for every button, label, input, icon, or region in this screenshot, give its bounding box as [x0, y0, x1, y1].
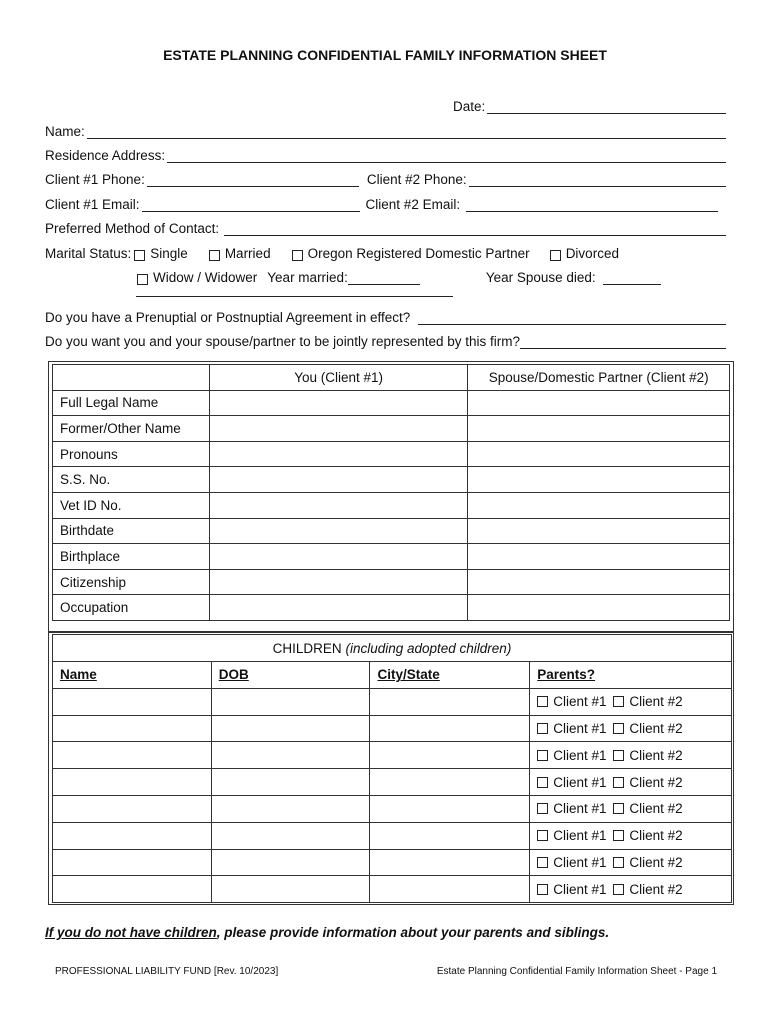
child-parents-cell: [530, 795, 732, 822]
table-row: [53, 595, 730, 621]
parent-client1-checkbox[interactable]: [537, 723, 548, 734]
client2-input[interactable]: [468, 390, 730, 416]
children-city-header: City/State: [370, 662, 530, 689]
child-dob-input[interactable]: [211, 822, 370, 849]
parent-client1-checkbox[interactable]: [537, 857, 548, 868]
married-label: Married: [224, 246, 271, 261]
parent-client2-label: Client #2: [629, 774, 683, 790]
footer-left: PROFESSIONAL LIABILITY FUND [Rev. 10/2023]: [55, 966, 279, 977]
child-parents-cell: [530, 822, 732, 849]
child-city-input[interactable]: [370, 849, 530, 876]
child-parents-cell: [530, 849, 732, 876]
no-children-note: [45, 925, 609, 940]
parent-client1-label: Client #1: [553, 774, 607, 790]
client2-input[interactable]: [468, 492, 730, 518]
child-parents-cell: [530, 769, 732, 796]
parent-client1-checkbox[interactable]: [537, 830, 548, 841]
parent-client1-checkbox[interactable]: [537, 777, 548, 788]
child-city-input[interactable]: [370, 715, 530, 742]
client2-column-header: Spouse/Domestic Partner (Client #2): [468, 365, 730, 391]
joint-label: Do you want you and your spouse/partner to be jointly represented by this firm?: [45, 334, 521, 349]
client2-input[interactable]: [468, 441, 730, 467]
child-row: [53, 715, 732, 742]
client2-email-label: Client #2 Email:: [365, 197, 461, 212]
child-dob-input[interactable]: [211, 715, 370, 742]
table-row: [53, 390, 730, 416]
parent-client1-checkbox[interactable]: [537, 696, 548, 707]
child-dob-input[interactable]: [211, 742, 370, 769]
children-dob-header: DOB: [211, 662, 370, 689]
child-city-input[interactable]: [370, 688, 530, 715]
parent-client2-checkbox[interactable]: [613, 884, 624, 895]
child-name-input[interactable]: [53, 876, 212, 903]
date-label: Date:: [453, 99, 486, 114]
parent-client1-checkbox[interactable]: [537, 803, 548, 814]
name-field[interactable]: [87, 124, 726, 139]
child-city-input[interactable]: [370, 876, 530, 903]
child-row: [53, 795, 732, 822]
client1-input[interactable]: [209, 441, 468, 467]
date-row: [45, 96, 726, 114]
child-row: [53, 822, 732, 849]
client2-email-field[interactable]: [466, 197, 718, 212]
row-label: Birthdate: [53, 518, 210, 544]
client2-input[interactable]: [468, 416, 730, 442]
parent-client1-label: Client #1: [553, 747, 607, 763]
client2-phone-field[interactable]: [469, 172, 726, 187]
client1-input[interactable]: [209, 518, 468, 544]
client1-phone-field[interactable]: [147, 172, 359, 187]
page-title: ESTATE PLANNING CONFIDENTIAL FAMILY INFORMATION SHEET: [163, 47, 607, 63]
row-label: Former/Other Name: [53, 416, 210, 442]
parent-client2-checkbox[interactable]: [613, 750, 624, 761]
joint-row: [45, 331, 726, 349]
children-name-header: Name: [53, 662, 212, 689]
client1-email-label: Client #1 Email:: [45, 197, 140, 212]
client1-input[interactable]: [209, 569, 468, 595]
parent-client1-checkbox[interactable]: [537, 884, 548, 895]
prenup-row: [45, 307, 726, 325]
client1-input[interactable]: [209, 595, 468, 621]
residence-row: [45, 145, 726, 163]
contact-label: Preferred Method of Contact:: [45, 221, 220, 236]
client1-email-field[interactable]: [142, 197, 360, 212]
row-label: S.S. No.: [53, 467, 210, 493]
marital-label: Marital Status:: [45, 246, 132, 261]
marital-extra-line[interactable]: [136, 296, 453, 297]
child-city-input[interactable]: [370, 822, 530, 849]
row-label: Pronouns: [53, 441, 210, 467]
contact-field[interactable]: [224, 221, 726, 236]
child-dob-input[interactable]: [211, 849, 370, 876]
client2-input[interactable]: [468, 518, 730, 544]
parent-client1-label: Client #1: [553, 720, 607, 736]
email-row: [45, 194, 726, 212]
client1-input[interactable]: [209, 544, 468, 570]
child-name-input[interactable]: [53, 688, 212, 715]
client-table-header: [53, 365, 730, 391]
table-row: [53, 441, 730, 467]
child-name-input[interactable]: [53, 769, 212, 796]
child-parents-cell: [530, 688, 732, 715]
client1-input[interactable]: [209, 467, 468, 493]
child-city-input[interactable]: [370, 795, 530, 822]
row-label: Occupation: [53, 595, 210, 621]
name-label: Name:: [45, 124, 85, 139]
table-row: [53, 416, 730, 442]
year-married-label: Year married:: [267, 270, 348, 285]
client2-input[interactable]: [468, 595, 730, 621]
parent-client2-label: Client #2: [629, 881, 683, 897]
children-parents-header: Parents?: [530, 662, 732, 689]
residence-field[interactable]: [167, 148, 726, 163]
widow-checkbox[interactable]: [137, 274, 148, 285]
child-row: [53, 876, 732, 903]
parent-client1-label: Client #1: [553, 801, 607, 817]
parent-client2-checkbox[interactable]: [613, 803, 624, 814]
year-spouse-died-label: Year Spouse died:: [485, 270, 596, 285]
child-city-input[interactable]: [370, 769, 530, 796]
children-heading-row: [53, 635, 732, 662]
client2-input[interactable]: [468, 467, 730, 493]
table-row: [53, 467, 730, 493]
domestic-partner-label: Oregon Registered Domestic Partner: [307, 246, 530, 261]
client-table: [52, 364, 730, 621]
client1-phone-label: Client #1 Phone:: [45, 172, 145, 187]
joint-field[interactable]: [520, 334, 726, 349]
row-label: Vet ID No.: [53, 492, 210, 518]
children-heading-note: (including adopted children): [345, 640, 512, 656]
child-row: [53, 769, 732, 796]
table-row: [53, 569, 730, 595]
children-rows: [53, 688, 732, 902]
parent-client1-checkbox[interactable]: [537, 750, 548, 761]
child-parents-cell: [530, 742, 732, 769]
client1-input[interactable]: [209, 492, 468, 518]
children-heading: [53, 635, 732, 662]
children-table: [52, 634, 732, 903]
client1-column-header: You (Client #1): [209, 365, 468, 391]
residence-label: Residence Address:: [45, 148, 166, 163]
client1-input[interactable]: [209, 416, 468, 442]
row-label: Citizenship: [53, 569, 210, 595]
parent-client2-checkbox[interactable]: [613, 723, 624, 734]
client2-input[interactable]: [468, 569, 730, 595]
year-married-field[interactable]: [348, 270, 420, 285]
client2-phone-label: Client #2 Phone:: [366, 172, 467, 187]
contact-row: [45, 218, 726, 236]
widow-row: [137, 267, 697, 285]
parent-client2-label: Client #2: [629, 694, 683, 710]
parent-client2-checkbox[interactable]: [613, 830, 624, 841]
parent-client2-checkbox[interactable]: [613, 696, 624, 707]
year-spouse-died-field[interactable]: [603, 270, 661, 285]
prenup-field[interactable]: [418, 310, 726, 325]
child-dob-input[interactable]: [211, 876, 370, 903]
parent-client2-label: Client #2: [629, 747, 683, 763]
child-name-input[interactable]: [53, 795, 212, 822]
prenup-label: Do you have a Prenuptial or Postnuptial Agreement in effect?: [45, 310, 411, 325]
table-row: [53, 492, 730, 518]
divorced-checkbox[interactable]: [550, 250, 561, 261]
row-label: Full Legal Name: [53, 390, 210, 416]
client1-input[interactable]: [209, 390, 468, 416]
no-children-note-rest: , please provide information about your parents and siblings.: [216, 925, 610, 940]
child-city-input[interactable]: [370, 742, 530, 769]
parent-client1-label: Client #1: [553, 828, 607, 844]
marital-row: [45, 243, 726, 261]
parent-client2-label: Client #2: [629, 828, 683, 844]
parent-client1-label: Client #1: [553, 854, 607, 870]
footer-right: Estate Planning Confidential Family Information Sheet - Page 1: [436, 966, 717, 977]
table-row: [53, 518, 730, 544]
parent-client2-checkbox[interactable]: [613, 777, 624, 788]
date-field[interactable]: [487, 99, 726, 114]
client-table-corner: [53, 365, 210, 391]
children-header-row: [53, 662, 732, 689]
child-dob-input[interactable]: [211, 688, 370, 715]
divorced-label: Divorced: [565, 246, 619, 261]
child-row: [53, 742, 732, 769]
single-checkbox[interactable]: [134, 250, 145, 261]
child-name-input[interactable]: [53, 822, 212, 849]
name-row: [45, 121, 726, 139]
phone-row: [45, 169, 726, 187]
single-label: Single: [150, 246, 188, 261]
widow-label: Widow / Widower: [153, 270, 258, 285]
child-dob-input[interactable]: [211, 795, 370, 822]
parent-client1-label: Client #1: [553, 881, 607, 897]
parent-client1-label: Client #1: [553, 694, 607, 710]
domestic-partner-checkbox[interactable]: [292, 250, 303, 261]
child-parents-cell: [530, 876, 732, 903]
parent-client2-label: Client #2: [629, 801, 683, 817]
row-label: Birthplace: [53, 544, 210, 570]
children-heading-text: CHILDREN: [272, 640, 342, 656]
child-row: [53, 688, 732, 715]
married-checkbox[interactable]: [209, 250, 220, 261]
child-parents-cell: [530, 715, 732, 742]
table-row: [53, 544, 730, 570]
child-row: [53, 849, 732, 876]
child-name-input[interactable]: [53, 715, 212, 742]
client2-input[interactable]: [468, 544, 730, 570]
no-children-note-underlined: If you do not have children: [45, 925, 217, 940]
parent-client2-checkbox[interactable]: [613, 857, 624, 868]
child-name-input[interactable]: [53, 742, 212, 769]
parent-client2-label: Client #2: [629, 854, 683, 870]
child-dob-input[interactable]: [211, 769, 370, 796]
child-name-input[interactable]: [53, 849, 212, 876]
parent-client2-label: Client #2: [629, 720, 683, 736]
